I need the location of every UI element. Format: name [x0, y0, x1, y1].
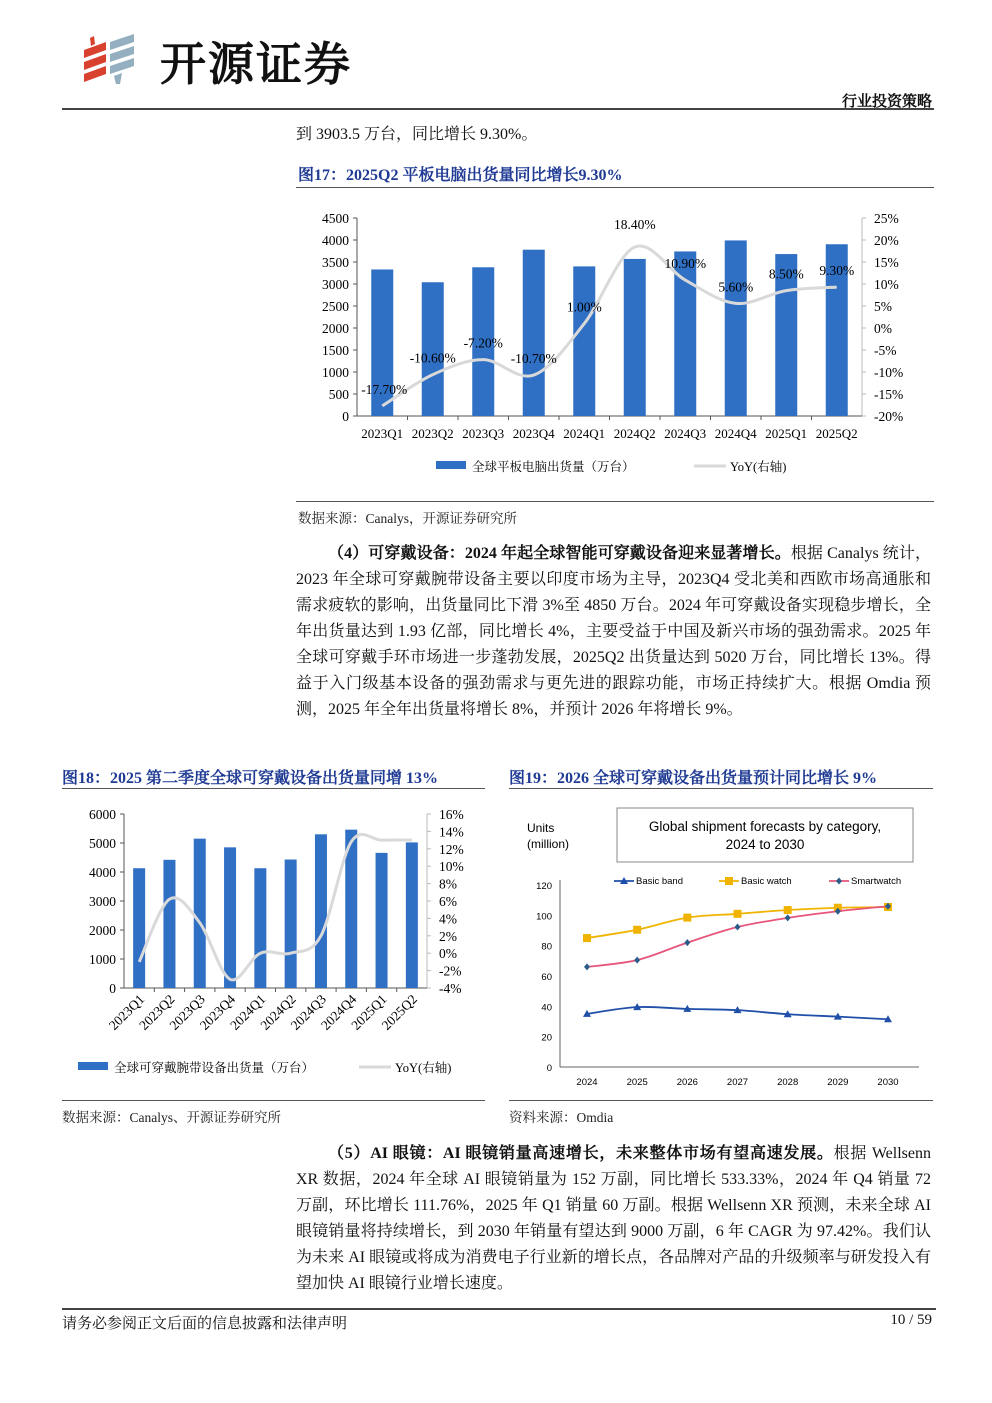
bar-2025Q1 — [376, 853, 388, 988]
category-label: 2024Q1 — [563, 426, 606, 441]
yoy-data-label: -7.20% — [463, 335, 503, 351]
data-point — [735, 924, 741, 931]
yoy-data-label: 1.00% — [566, 299, 602, 315]
paragraph-ai-glasses — [296, 1141, 931, 1297]
bar-2024Q3 — [315, 834, 327, 988]
bar-2024Q1 — [254, 868, 266, 988]
right-tick-label: 0% — [874, 321, 892, 336]
paragraph-ai-glasses-heading: （5）AI 眼镜：AI 眼镜销量高速增长，未来整体市场有望高速发展。 — [328, 1145, 834, 1162]
data-point — [584, 963, 590, 970]
category-label: 2024Q4 — [318, 991, 360, 1033]
category-label: 2025Q1 — [765, 426, 808, 441]
figure-18-source: 数据来源：Canalys、开源证券研究所 — [62, 1110, 281, 1125]
left-tick-label: 500 — [328, 387, 349, 402]
bar-2024Q2 — [285, 860, 297, 988]
right-tick-label: 10% — [874, 277, 899, 292]
yoy-data-label: 10.90% — [664, 256, 707, 272]
data-point — [633, 926, 641, 934]
right-tick-label: 0% — [439, 946, 457, 962]
legend-marker — [725, 877, 733, 885]
bar-2023Q4 — [523, 250, 545, 416]
legend-bar-swatch — [78, 1062, 108, 1070]
figure-19-title-divider — [509, 788, 933, 789]
figure-18-title: 图18：2025 第二季度全球可穿戴设备出货量同增 13% — [62, 770, 439, 787]
right-tick-label: -5% — [874, 343, 897, 358]
left-tick-label: 2000 — [89, 923, 116, 938]
figure-18-title-divider — [62, 788, 485, 789]
right-tick-label: -2% — [439, 963, 462, 979]
header-divider — [62, 108, 934, 110]
right-tick-label: 15% — [874, 255, 899, 270]
figure-19-chart — [509, 800, 934, 1092]
legend-bar-label: 全球可穿戴腕带设备出货量（万台） — [114, 1061, 315, 1075]
left-tick-label: 4000 — [89, 865, 116, 880]
right-tick-label: -15% — [874, 387, 904, 402]
figure-17-title-divider — [296, 187, 934, 188]
right-tick-label: -20% — [874, 409, 904, 424]
left-tick-label: 1000 — [322, 365, 349, 380]
bar-2023Q2 — [163, 860, 175, 988]
chart-title: 2024 to 2030 — [725, 837, 805, 852]
paragraph-wearables-heading: （4）可穿戴设备：2024 年起全球智能可穿戴设备迎来显著增长。 — [328, 545, 791, 562]
data-point — [634, 957, 640, 964]
bar-2023Q1 — [133, 868, 145, 988]
x-tick-label: 2025 — [626, 1077, 648, 1088]
category-label: 2023Q1 — [105, 991, 148, 1033]
figure-19-source-divider — [509, 1100, 933, 1101]
paragraph-wearables-text: 根据 Canalys 统计，2023 年全球可穿戴腕带设备主要以印度市场为主导，2023Q4 受北美和西欧市场高通胀和需求疲软的影响，出货量同比下滑 3%至 4850 万台。2024 年可穿戴设备实现稳步增长，全年出货量达到 1.93 亿部，同比增长 4%，主要受益于中国及新兴市场的强劲需求。2025 年全球可穿戴手环市场进一步蓬勃发展，2025Q2 出货量达到 5020 万台，同比增长 13%。得益于入门级基本设备的强劲需求与更先进的跟踪功能，市场正持续扩大。根据 Omdia 预测，2025 年全年出货量将增长 8%，并预计 2026 年将增长 9%。 — [296, 545, 931, 718]
right-tick-label: 12% — [439, 841, 464, 857]
left-tick-label: 1500 — [322, 343, 349, 358]
x-tick-label: 2030 — [877, 1077, 899, 1088]
category-label: 2023Q1 — [361, 426, 404, 441]
yoy-data-label: 18.40% — [613, 217, 656, 233]
category-label: 2024Q2 — [257, 991, 299, 1033]
figure-19-source: 资料来源：Omdia — [509, 1110, 614, 1125]
category-label: 2023Q2 — [411, 426, 454, 441]
right-tick-label: 8% — [439, 876, 457, 892]
section-label: 行业投资策略 — [841, 94, 932, 110]
x-tick-label: 2028 — [777, 1077, 799, 1088]
category-label: 2023Q4 — [196, 991, 239, 1033]
y-tick-label: 80 — [541, 941, 552, 953]
kaiyuan-logo-icon — [80, 30, 152, 86]
left-tick-label: 4000 — [322, 233, 349, 248]
footer-divider — [62, 1308, 936, 1310]
data-point — [583, 934, 591, 942]
right-tick-label: 16% — [439, 807, 464, 822]
x-tick-label: 2024 — [576, 1077, 598, 1088]
left-tick-label: 2500 — [322, 299, 349, 314]
left-tick-label: 4500 — [322, 211, 349, 226]
bar-2024Q4 — [725, 240, 747, 416]
category-label: 2024Q3 — [287, 991, 330, 1033]
figure-17-source-divider — [296, 501, 934, 502]
category-label: 2023Q3 — [462, 426, 505, 441]
data-point — [734, 910, 742, 918]
right-tick-label: -10% — [874, 365, 904, 380]
legend-yoy-label: YoY(右轴) — [730, 460, 787, 474]
category-label: 2023Q2 — [136, 991, 178, 1033]
category-label: 2024Q3 — [664, 426, 707, 441]
data-point — [683, 914, 691, 922]
left-tick-label: 3000 — [89, 894, 116, 909]
yoy-data-label: 8.50% — [768, 266, 804, 282]
yoy-data-label: -10.70% — [510, 351, 557, 367]
category-label: 2024Q1 — [227, 991, 269, 1033]
right-tick-label: 5% — [874, 299, 892, 314]
right-tick-label: 14% — [439, 824, 464, 840]
left-tick-label: 3000 — [322, 277, 349, 292]
y-tick-label: 40 — [541, 1002, 552, 1014]
bar-2024Q2 — [624, 259, 646, 416]
data-point — [784, 906, 792, 914]
category-label: 2025Q2 — [815, 426, 858, 441]
left-tick-label: 0 — [109, 981, 116, 996]
bar-2025Q2 — [406, 842, 418, 988]
x-tick-label: 2027 — [726, 1077, 749, 1088]
legend-label: Basic watch — [741, 876, 792, 887]
right-tick-label: 25% — [874, 211, 899, 226]
bar-2023Q3 — [194, 839, 206, 988]
category-label: 2023Q4 — [512, 426, 555, 441]
right-tick-label: -4% — [439, 981, 462, 996]
category-label: 2025Q1 — [348, 991, 390, 1033]
legend-bar-swatch — [436, 461, 466, 469]
bar-2024Q1 — [573, 266, 595, 416]
y-tick-label: 120 — [536, 881, 552, 892]
paragraph-wearables — [296, 541, 931, 723]
bar-2023Q2 — [422, 282, 444, 416]
y-axis-title: (million) — [527, 837, 569, 851]
left-tick-label: 0 — [342, 409, 349, 424]
figure-17-title: 图17：2025Q2 平板电脑出货量同比增长9.30% — [298, 167, 623, 184]
legend-label: Basic band — [636, 876, 684, 887]
right-tick-label: 2% — [439, 928, 457, 944]
page-number: 10 / 59 — [890, 1312, 932, 1328]
yoy-data-label: -10.60% — [409, 350, 456, 366]
left-tick-label: 5000 — [89, 836, 116, 851]
chart-title: Global shipment forecasts by category, — [648, 819, 882, 834]
y-tick-label: 0 — [546, 1063, 552, 1074]
category-label: 2024Q4 — [714, 426, 757, 441]
right-tick-label: 4% — [439, 911, 457, 927]
left-tick-label: 1000 — [89, 952, 116, 967]
figure-17-source: 数据来源：Canalys，开源证券研究所 — [298, 511, 517, 526]
intro-line: 到 3903.5 万台，同比增长 9.30%。 — [296, 126, 538, 143]
yoy-data-label: 5.60% — [718, 279, 754, 295]
figure-18-chart — [62, 800, 487, 1090]
figure-19-title: 图19：2026 全球可穿戴设备出货量预计同比增长 9% — [509, 770, 878, 787]
logo-text: 开源证券 — [160, 37, 352, 91]
category-label: 2024Q2 — [613, 426, 656, 441]
right-tick-label: 20% — [874, 233, 899, 248]
chart-title-box — [617, 808, 913, 862]
x-tick-label: 2029 — [827, 1077, 849, 1088]
y-axis-title: Units — [527, 821, 555, 835]
legend-label: Smartwatch — [851, 876, 902, 887]
left-tick-label: 6000 — [89, 807, 116, 822]
paragraph-ai-glasses-text: 根据 Wellsenn XR 数据，2024 年全球 AI 眼镜销量为 152 万副，同比增长 533.33%，2024 年 Q4 销量 72 万副，环比增长 111.76%，2025 年 Q1 销量 60 万副。根据 Wellsenn XR 预测，未来全球 AI 眼镜销量将持续增长，到 2030 年销量有望达到 9000 万副，6 年 CAGR 为 97.42%。我们认为未来 AI 眼镜或将成为消费电子行业新的增长点，各品牌对产品的升级频率与研发投入有望加快 AI 眼镜行业增长速度。 — [296, 1145, 931, 1292]
left-tick-label: 3500 — [322, 255, 349, 270]
yoy-data-label: -17.70% — [361, 381, 408, 397]
legend-bar-label: 全球平板电脑出货量（万台） — [472, 460, 635, 474]
figure-17-chart — [296, 200, 936, 485]
legend-marker — [836, 878, 842, 885]
y-tick-label: 60 — [541, 972, 552, 983]
category-label: 2023Q3 — [166, 991, 208, 1033]
y-tick-label: 100 — [536, 911, 552, 923]
bar-2023Q4 — [224, 847, 236, 988]
legend-yoy-label: YoY(右轴) — [395, 1061, 452, 1075]
yoy-data-label: 9.30% — [819, 263, 855, 279]
footer-disclaimer: 请务必参阅正文后面的信息披露和法律声明 — [62, 1316, 348, 1332]
category-label: 2025Q2 — [378, 991, 420, 1033]
yoy-line — [139, 834, 412, 980]
figure-18-source-divider — [62, 1100, 485, 1101]
data-point — [684, 939, 690, 946]
right-tick-label: 6% — [439, 894, 457, 909]
y-tick-label: 20 — [541, 1032, 552, 1044]
left-tick-label: 2000 — [322, 321, 349, 336]
x-tick-label: 2026 — [676, 1077, 698, 1088]
data-point — [785, 914, 791, 921]
right-tick-label: 10% — [439, 859, 464, 875]
